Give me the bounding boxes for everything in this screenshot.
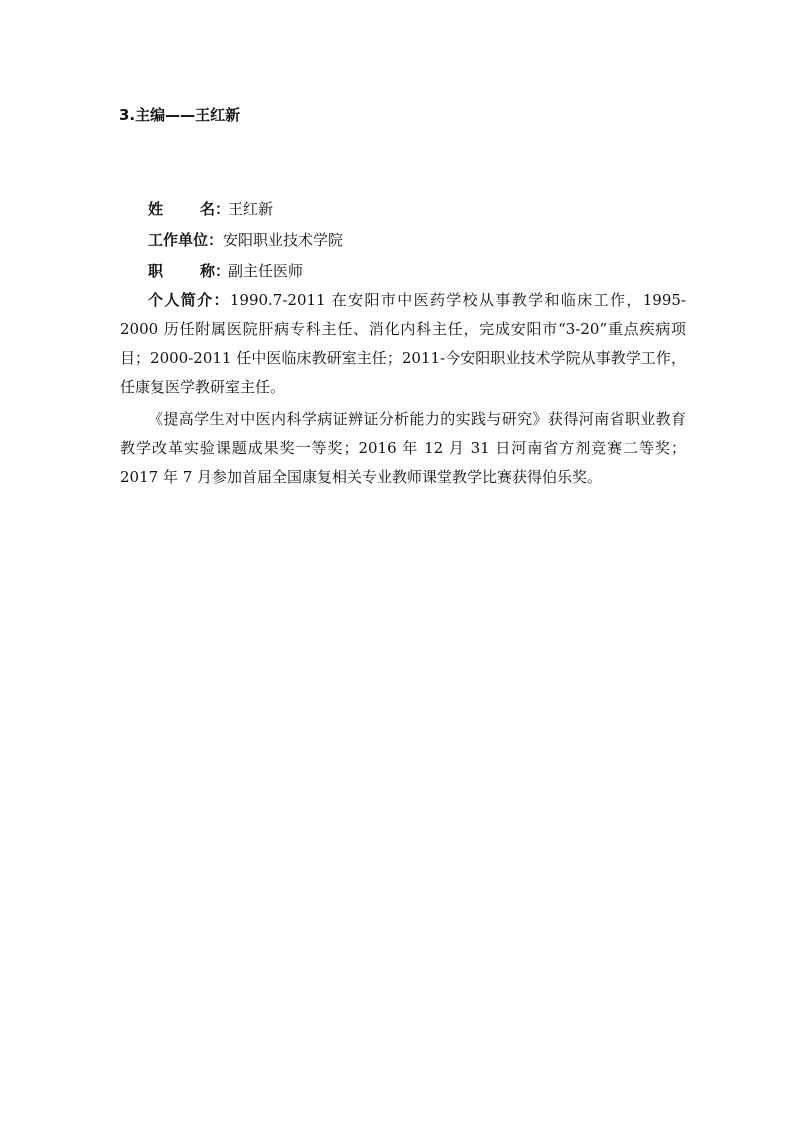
title-field xyxy=(148,260,303,282)
workplace-value: 安阳职业技术学院 xyxy=(223,231,344,249)
workplace-label: 工作单位： xyxy=(148,231,224,249)
title-label xyxy=(148,260,231,282)
name-field xyxy=(148,198,273,220)
intro-text: 1990.7-2011 在安阳市中医药学校从事教学和临床工作，1995-2000 历任附属医院肝病专科主任、消化内科主任，完成安阳市“3-20”重点疾病项目；2000-2011 任中医临床教研室主任；2011-今安阳职业技术学院从事教学工作，任康复医学教研室主任。 xyxy=(120,291,686,396)
section-heading: 3.主编——王红新 xyxy=(119,106,241,124)
intro-label: 个人简介： xyxy=(148,291,230,309)
title-label-first: 职 xyxy=(148,262,164,280)
name-label xyxy=(148,198,231,220)
awards-text: 《提高学生对中医内科学病证辨证分析能力的实践与研究》获得河南省职业教育教学改革实验课题成果奖一等奖；2016 年 12 月 31 日河南省方剂竞赛二等奖；2017 年 7 月参加首届全国康复相关专业教师课堂教学比赛获得伯乐奖。 xyxy=(120,410,686,486)
workplace-field xyxy=(148,229,343,251)
name-value: 王红新 xyxy=(228,200,274,218)
title-label-second: 称： xyxy=(200,262,231,280)
intro-paragraph xyxy=(120,286,686,402)
name-label-first: 姓 xyxy=(148,200,164,218)
title-value: 副主任医师 xyxy=(228,262,304,280)
name-label-second: 名： xyxy=(200,200,231,218)
awards-paragraph xyxy=(120,405,686,492)
